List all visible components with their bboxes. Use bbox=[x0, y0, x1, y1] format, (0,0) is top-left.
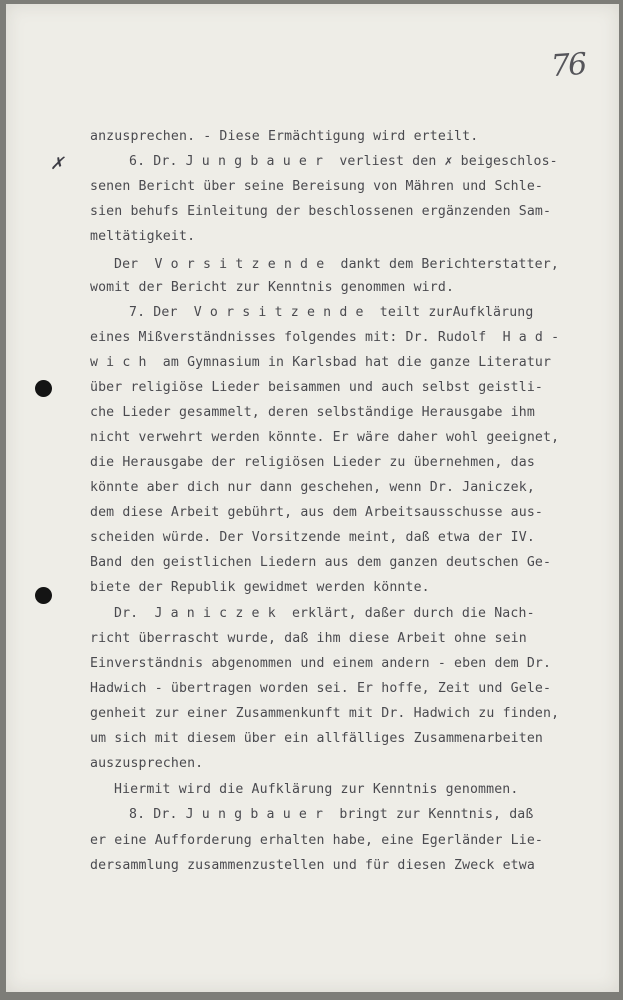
text-line: che Lieder gesammelt, deren selbständige Herausgabe ihm bbox=[90, 405, 535, 420]
text-line: Dr. J a n i c z e k erklärt, daßer durch die Nach- bbox=[114, 606, 535, 621]
text-line: Hiermit wird die Aufklärung zur Kenntnis genommen. bbox=[114, 782, 519, 797]
text-line: genheit zur einer Zusammenkunft mit Dr. Hadwich zu finden, bbox=[90, 706, 560, 721]
text-line: könnte aber dich nur dann geschehen, wenn Dr. Janiczek, bbox=[90, 480, 535, 495]
text-line: nicht verwehrt werden könnte. Er wäre daher wohl geeignet, bbox=[90, 430, 560, 445]
text-line: 8. Dr. J u n g b a u e r bringt zur Kenntnis, daß bbox=[129, 807, 534, 822]
margin-cross-mark: ✗ bbox=[50, 154, 65, 174]
text-line: biete der Republik gewidmet werden könnte. bbox=[90, 580, 430, 595]
text-line: über religiöse Lieder beisammen und auch selbst geistli- bbox=[90, 380, 544, 395]
text-line: 6. Dr. J u n g b a u e r verliest den ✗ beigeschlos- bbox=[129, 154, 558, 169]
text-line: richt überrascht wurde, daß ihm diese Arbeit ohne sein bbox=[90, 631, 527, 646]
text-line: scheiden würde. Der Vorsitzende meint, daß etwa der IV. bbox=[90, 530, 535, 545]
text-line: dersammlung zusammenzustellen und für diesen Zweck etwa bbox=[90, 858, 535, 873]
text-line: um sich mit diesem über ein allfälliges Zusammenarbeiten bbox=[90, 731, 544, 746]
text-line: sien behufs Einleitung der beschlossenen ergänzenden Sam- bbox=[90, 204, 552, 219]
text-line: womit der Bericht zur Kenntnis genommen wird. bbox=[90, 280, 455, 295]
text-line: Einverständnis abgenommen und einem andern - eben dem Dr. bbox=[90, 656, 552, 671]
text-line: Hadwich - übertragen worden sei. Er hoffe, Zeit und Gele- bbox=[90, 681, 552, 696]
text-line: dem diese Arbeit gebührt, aus dem Arbeitsausschusse aus- bbox=[90, 505, 544, 520]
text-line: w i c h am Gymnasium in Karlsbad hat die ganze Literatur bbox=[90, 355, 552, 370]
text-line: anzusprechen. - Diese Ermächtigung wird erteilt. bbox=[90, 129, 479, 144]
text-line: er eine Aufforderung erhalten habe, eine Egerländer Lie- bbox=[90, 833, 544, 848]
text-line: 7. Der V o r s i t z e n d e teilt zurAufklärung bbox=[129, 305, 534, 320]
text-line: senen Bericht über seine Bereisung von Mähren und Schle- bbox=[90, 179, 544, 194]
text-line: eines Mißverständnisses folgendes mit: Dr. Rudolf H a d - bbox=[90, 330, 560, 345]
text-line: auszusprechen. bbox=[90, 756, 204, 771]
punch-hole-icon bbox=[35, 380, 52, 397]
text-line: Band den geistlichen Liedern aus dem ganzen deutschen Ge- bbox=[90, 555, 552, 570]
text-line: Der V o r s i t z e n d e dankt dem Berichterstatter, bbox=[114, 257, 559, 272]
document-page bbox=[6, 4, 619, 992]
text-line: die Herausgabe der religiösen Lieder zu übernehmen, das bbox=[90, 455, 535, 470]
text-line: meltätigkeit. bbox=[90, 229, 196, 244]
page-number: 76 bbox=[549, 46, 587, 85]
punch-hole-icon bbox=[35, 587, 52, 604]
